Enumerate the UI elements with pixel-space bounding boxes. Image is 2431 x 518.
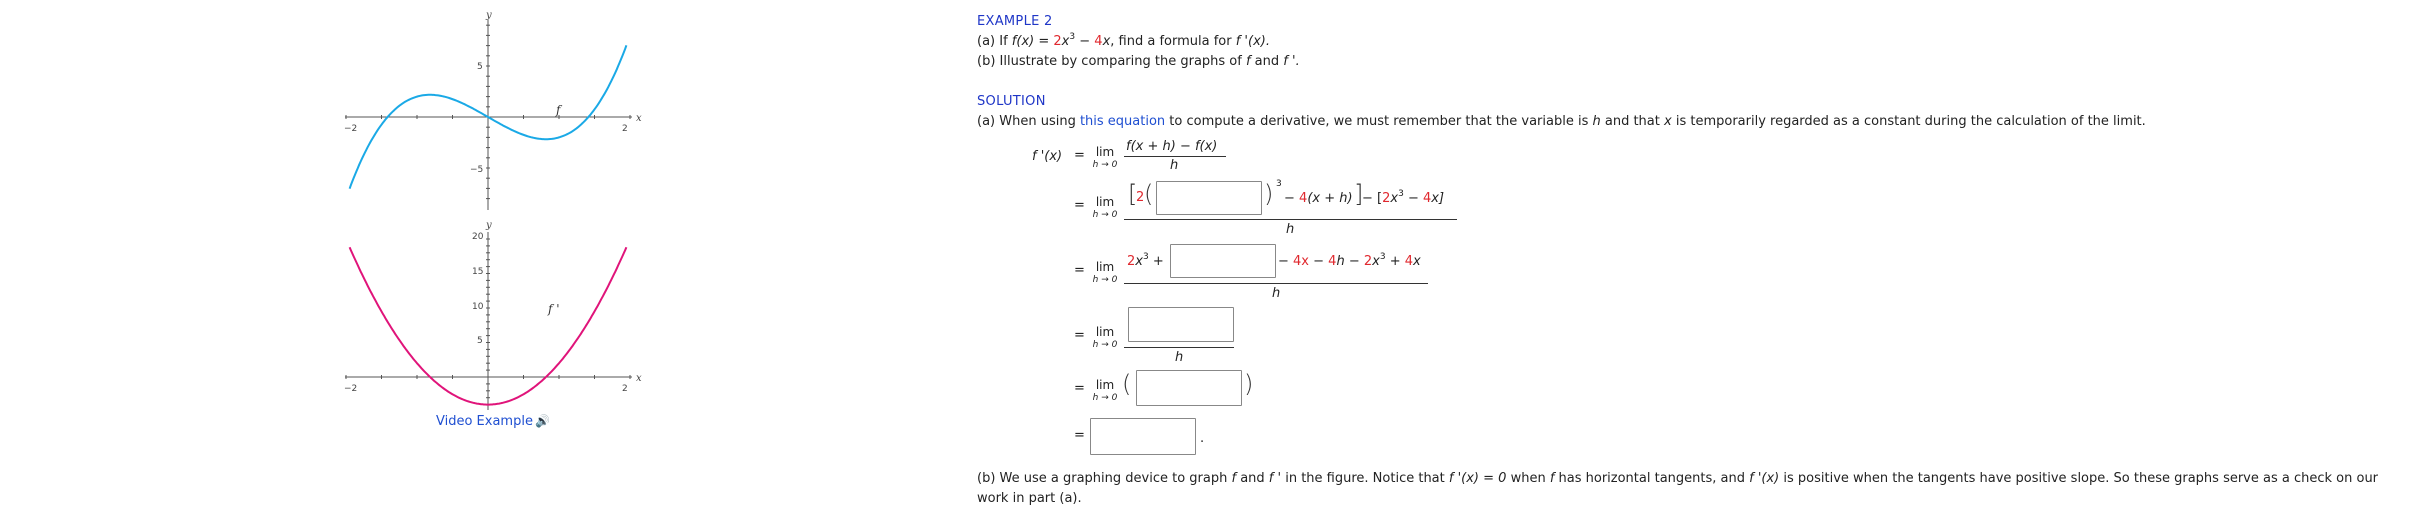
- open-paren-5: (: [1122, 370, 1132, 398]
- eq-sign-1: =: [1074, 148, 1085, 163]
- close-paren-5: ): [1244, 370, 1254, 398]
- solution-b-line2: work in part (a).: [977, 491, 1082, 506]
- answer-input-2[interactable]: [1170, 244, 1276, 278]
- lim-4: lim h → 0: [1092, 325, 1118, 350]
- bottom-x-tick-right: 2: [622, 384, 628, 394]
- top-y-tick-neg5: −5: [470, 165, 484, 175]
- bottom-x-axis-label: x: [636, 373, 642, 384]
- top-y-axis-label: y: [486, 10, 492, 21]
- step2-denominator: h: [1286, 222, 1295, 237]
- example-title: EXAMPLE 2: [977, 14, 1053, 29]
- bottom-y-tick-20: 20: [472, 232, 484, 242]
- answer-input-3[interactable]: [1128, 307, 1234, 342]
- step2-exp-3: 3: [1276, 179, 1282, 189]
- step1-numerator: f(x + h) − f(x): [1126, 139, 1218, 154]
- top-x-tick-left: −2: [344, 124, 358, 134]
- fraction-bar-2: [1124, 219, 1457, 220]
- eq-sign-5: =: [1074, 381, 1085, 396]
- answer-input-1[interactable]: [1156, 181, 1262, 215]
- open-paren: (: [1144, 180, 1154, 208]
- eq-sign-2: =: [1074, 198, 1085, 213]
- this-equation-link[interactable]: this equation: [1079, 114, 1166, 129]
- step3-prefix: $2x^3$ +: [1127, 252, 1164, 269]
- lhs-fprime: f '(x): [1032, 149, 1063, 164]
- close-bracket: ]: [1354, 180, 1364, 208]
- video-example-link[interactable]: [436, 414, 550, 429]
- lim-1: lim h → 0: [1092, 145, 1118, 170]
- speaker-icon[interactable]: 🔊: [534, 414, 550, 428]
- step3-suffix: − $4x - 4h - 2x^3 + 4x$: [1278, 252, 1421, 269]
- bottom-y-tick-5: 5: [477, 336, 483, 346]
- step2-coef-2: 2: [1136, 190, 1145, 205]
- top-y-tick-5: 5: [477, 62, 483, 72]
- video-example-label[interactable]: Video Example: [436, 414, 533, 429]
- solution-a-text: (a) When using this equation to compute a derivative, we must remember that the variable is h and that x is temporarily regarded as a constant during the calculation of the limit.: [977, 114, 2146, 129]
- graphs-svg: [330, 10, 650, 430]
- fraction-bar-3: [1124, 283, 1428, 284]
- top-x-axis-label: x: [636, 113, 642, 124]
- answer-input-4[interactable]: [1136, 370, 1242, 406]
- eq-sign-3: =: [1074, 263, 1085, 278]
- lim-3: lim h → 0: [1092, 260, 1118, 285]
- part-b-question: (b) Illustrate by comparing the graphs of f and f '.: [977, 54, 1300, 69]
- bottom-y-tick-15: 15: [472, 267, 484, 277]
- graph-panel: [330, 10, 650, 430]
- step3-denominator: h: [1272, 286, 1281, 301]
- step2-rest: − 4(x + h): [1284, 191, 1353, 206]
- lim-2: lim h → 0: [1092, 195, 1118, 220]
- close-paren: ): [1264, 180, 1274, 208]
- solution-title: SOLUTION: [977, 94, 1046, 109]
- eq-sign-4: =: [1074, 328, 1085, 343]
- step2-tail: − $[2x^3 - 4x]$: [1362, 189, 1445, 206]
- answer-input-5[interactable]: [1090, 418, 1196, 455]
- lim-5: lim h → 0: [1092, 378, 1118, 403]
- solution-b-line1: (b) We use a graphing device to graph f and f ' in the figure. Notice that f '(x) = 0 when f has horizontal tangents, and f '(x) is positive when the tangents have positive slope. So these graphs serve as a check on our: [977, 471, 2379, 486]
- bottom-curve-label: f ': [548, 302, 560, 316]
- bottom-y-axis-label: y: [486, 220, 492, 231]
- part-a-question: (a) If $f(x) = 2x^3 - 4x$, find a formula for f '(x).: [977, 32, 1270, 49]
- bottom-y-tick-10: 10: [472, 302, 484, 312]
- bottom-x-tick-left: −2: [344, 384, 358, 394]
- step4-denominator: h: [1175, 350, 1184, 365]
- top-x-tick-right: 2: [622, 124, 628, 134]
- open-bracket: [: [1128, 180, 1138, 208]
- top-curve-label: f: [556, 103, 561, 117]
- eq-sign-6: =: [1074, 428, 1085, 443]
- final-period: .: [1200, 431, 1205, 446]
- fraction-bar-4: [1124, 347, 1234, 348]
- step1-denominator: h: [1170, 158, 1179, 173]
